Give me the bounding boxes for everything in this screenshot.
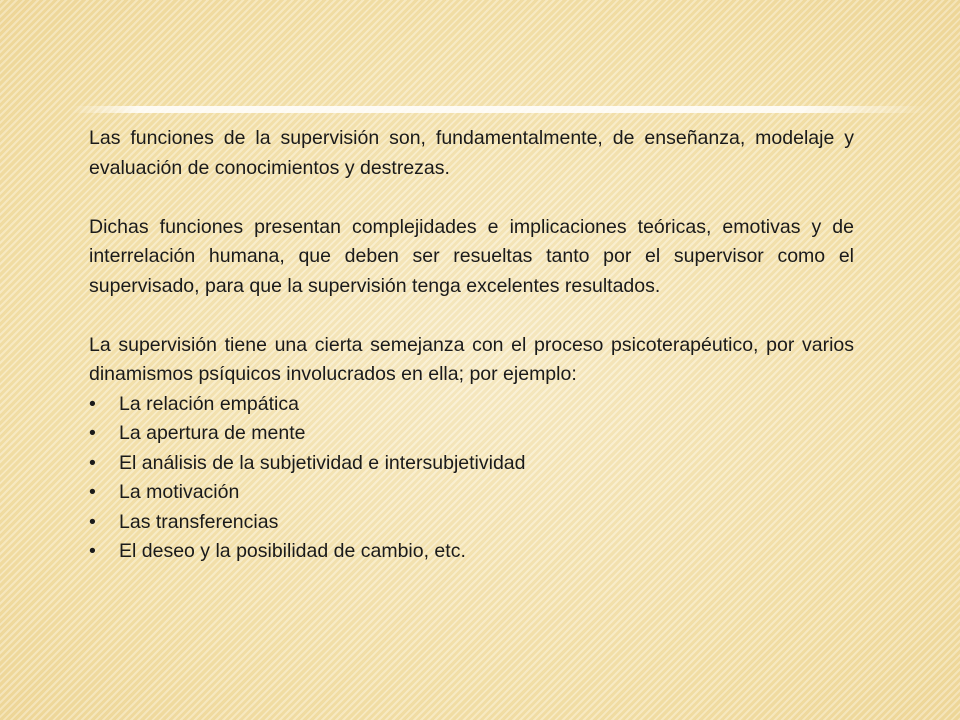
bullet-icon: • xyxy=(89,451,96,474)
paragraph-functions: Las funciones de la supervisión son, fundamentalmente, de enseñanza, modelaje y evaluación de conocimientos y destrezas. xyxy=(89,127,854,179)
bullet-item xyxy=(89,537,854,567)
bullet-item xyxy=(89,449,854,479)
bullet-text: El deseo y la posibilidad de cambio, etc. xyxy=(119,540,466,562)
bullet-icon: • xyxy=(89,481,96,503)
bullet-text: Las transferencias xyxy=(119,510,279,533)
bullet-text: El análisis de la subjetividad e intersubjetividad xyxy=(119,451,526,474)
accent-line xyxy=(70,106,930,113)
bullet-text: La apertura de mente xyxy=(119,422,306,444)
bullet-item xyxy=(89,478,854,508)
paragraph-complexities: Dichas funciones presentan complejidades e implicaciones teóricas, emotivas y de interrelación humana, que deben ser resueltas tanto por el supervisor como el supervisado, para que la supervisión tenga excelentes resultados. xyxy=(89,215,854,297)
slide-content xyxy=(89,124,854,567)
bullet-text: La motivación xyxy=(119,481,240,503)
bullet-text: La relación empática xyxy=(119,392,299,415)
bullet-icon: • xyxy=(89,510,96,533)
bullet-icon: • xyxy=(89,540,96,562)
bullet-item xyxy=(89,419,854,449)
bullet-icon: • xyxy=(89,422,96,444)
paragraph-similarity: La supervisión tiene una cierta semejanza con el proceso psicoterapéutico, por varios dinamismos psíquicos involucrados en ella; por ejemplo: xyxy=(89,333,854,385)
bullet-list xyxy=(89,390,854,567)
bullet-item xyxy=(89,390,854,420)
bullet-icon: • xyxy=(89,392,96,415)
bullet-item xyxy=(89,508,854,538)
